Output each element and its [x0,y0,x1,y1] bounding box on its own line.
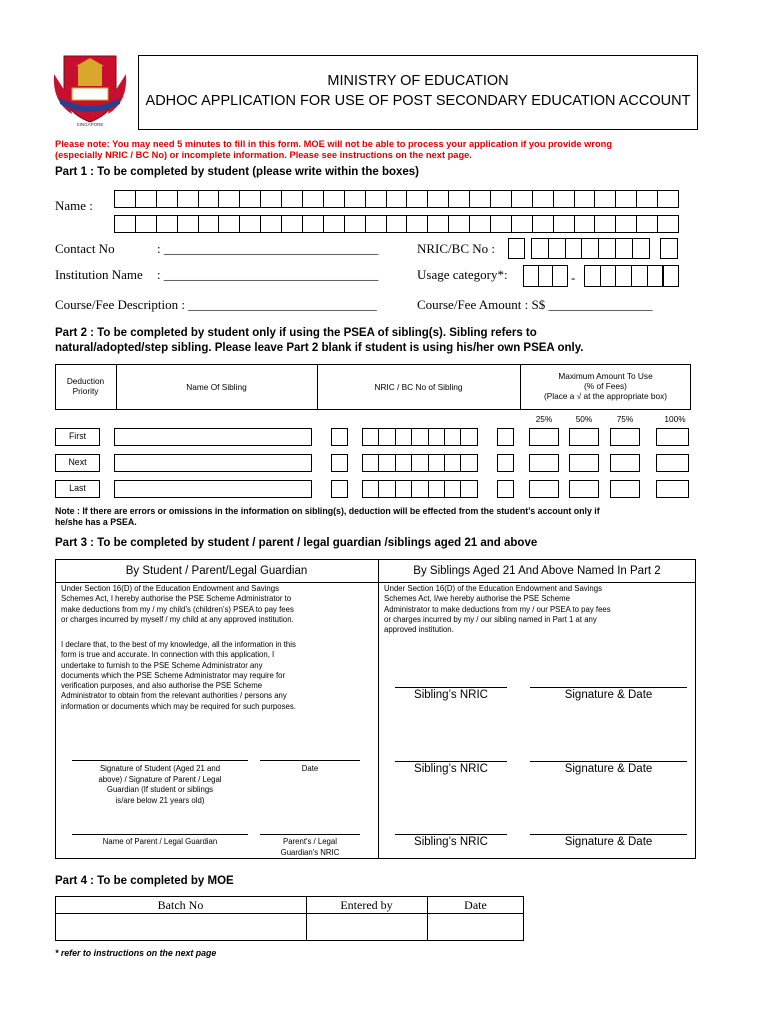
nric-char-box[interactable] [632,238,650,259]
name-boxes-row-2[interactable] [114,215,678,233]
authorisation-text-student: Under Section 16(D) of the Education Endowment and Savings Schemes Act, I hereby authorise the PSE Scheme Administrator to make deductions from my / my child’s (children’s) PSEA to pay fees or charges incurred by myself / my child at any approved institution. [61,584,294,624]
name-char-box[interactable] [302,190,324,208]
sibling-name-input[interactable] [114,428,312,446]
contact-field[interactable]: : _________________________________ [157,241,379,256]
name-char-box[interactable] [594,215,616,233]
part1-heading: Part 1 : To be completed by student (please write within the boxes) [55,166,420,178]
name-char-box[interactable] [114,190,136,208]
pct-checkbox-100[interactable] [656,428,689,446]
sibling-nric-char-box[interactable] [428,480,445,498]
name-char-box[interactable] [553,190,575,208]
name-char-box[interactable] [156,215,178,233]
crest-caption: SINGAPORE [76,122,104,127]
pct-checkbox-75[interactable] [610,428,640,446]
name-char-box[interactable] [260,190,282,208]
pct-checkbox-25[interactable] [529,428,559,446]
sibling-nric-char-box[interactable] [362,428,379,446]
nric-boxes[interactable] [531,238,649,259]
parent-name-label: Name of Parent / Legal Guardian [102,837,218,846]
name-char-box[interactable] [218,215,240,233]
usage-char-box[interactable] [615,265,632,287]
name-char-box[interactable] [177,190,199,208]
student-signature-line[interactable] [72,760,248,761]
pct-75: 75% [616,414,634,424]
name-char-box[interactable] [657,190,679,208]
sibling-nric-char-box[interactable] [444,428,461,446]
course-description-field[interactable]: Course/Fee Description : _____________________________ [55,297,377,312]
name-char-box[interactable] [511,190,533,208]
sibling-nric-char-box[interactable] [411,480,428,498]
left-column-header: By Student / Parent/Legal Guardian [125,565,308,577]
name-char-box[interactable] [198,190,220,208]
name-char-box[interactable] [574,215,596,233]
pct-checkbox-25[interactable] [529,454,559,472]
pct-checkbox-50[interactable] [569,428,599,446]
usage-char-box[interactable] [538,265,554,287]
contact-label: Contact No [55,241,115,256]
name-char-box[interactable] [636,215,658,233]
sibling-nric-char-box[interactable] [378,454,395,472]
name-char-box[interactable] [448,190,470,208]
sibling-nric-prefix-box[interactable] [331,428,348,446]
sibling-nric-line[interactable] [395,761,507,762]
sibling-nric-suffix-box[interactable] [497,454,514,472]
name-char-box[interactable] [365,215,387,233]
name-char-box[interactable] [490,190,512,208]
pct-checkbox-75[interactable] [610,480,640,498]
part4-heading: Part 4 : To be completed by MOE [55,875,234,887]
row-label-first: First [55,428,100,446]
nric-char-box[interactable] [565,238,583,259]
sibling-nric-label: Sibling’s NRIC [414,763,488,775]
note-line-2: (especially NRIC / BC No) or incomplete information. Please see instructions on the next page. [55,150,472,160]
name-char-box[interactable] [615,215,637,233]
name-char-box[interactable] [469,190,491,208]
usage-char-box[interactable] [663,265,680,287]
sibling-nric-char-box[interactable] [395,480,412,498]
col-entered-by: Entered by [340,898,393,912]
usage-category-boxes-a[interactable] [523,265,567,287]
name-char-box[interactable] [469,215,491,233]
name-char-box[interactable] [406,190,428,208]
name-char-box[interactable] [135,190,157,208]
name-char-box[interactable] [177,215,199,233]
part2-note: Note : If there are errors or omissions in the information on sibling(s), deduction will be effected from the student’s account only if he/she has a PSEA. [55,506,600,527]
institution-field[interactable]: : _________________________________ [157,267,379,282]
pct-50: 50% [575,414,593,424]
declaration-text: I declare that, to the best of my knowledge, all the information in this form is true and accurate. In connection with this application, I undertake to furnish to the PSE Scheme Administrator any documents which the PSE Scheme Administrator may require for verification purposes, and also authorise the PSE Scheme Administrator to obtain from the relevant authorities / persons any information or documents which may be required for such purposes. [61,640,296,711]
name-char-box[interactable] [198,215,220,233]
sibling-nric-char-box[interactable] [444,454,461,472]
name-char-box[interactable] [344,215,366,233]
sibling-nric-char-box[interactable] [362,454,379,472]
name-char-box[interactable] [386,190,408,208]
name-char-box[interactable] [427,190,449,208]
name-label: Name : [55,198,93,213]
sibling-signature-date-label: Signature & Date [564,836,653,848]
col-deduction-priority: Deduction Priority [66,376,105,396]
nric-char-box[interactable] [598,238,616,259]
name-char-box[interactable] [302,215,324,233]
pct-checkbox-50[interactable] [569,454,599,472]
usage-char-box[interactable] [523,265,539,287]
usage-char-box[interactable] [584,265,601,287]
parent-name-line[interactable] [72,834,248,835]
sibling-signature-line[interactable] [530,834,687,835]
note-line-1: Please note: You may need 5 minutes to fill in this form. MOE will not be able to process your application if you provide wrong [55,139,613,149]
sibling-nric-char-box[interactable] [460,454,477,472]
nric-char-box[interactable] [548,238,566,259]
usage-char-box[interactable] [631,265,648,287]
name-char-box[interactable] [281,190,303,208]
batch-no-cell[interactable] [56,914,306,940]
pct-checkbox-75[interactable] [610,454,640,472]
sibling-name-input[interactable] [114,480,312,498]
name-char-box[interactable] [135,215,157,233]
entered-by-cell[interactable] [307,914,427,940]
right-column-header: By Siblings Aged 21 And Above Named In Part 2 [413,565,661,577]
ministry-title: MINISTRY OF EDUCATION [327,73,509,89]
name-char-box[interactable] [615,190,637,208]
row-label-next: Next [55,454,100,472]
nric-label: NRIC/BC No : [417,241,496,256]
name-char-box[interactable] [594,190,616,208]
name-char-box[interactable] [553,215,575,233]
name-char-box[interactable] [532,215,554,233]
sibling-nric-char-box[interactable] [378,428,395,446]
name-char-box[interactable] [323,190,345,208]
pct-25: 25% [535,414,553,424]
part3-heading: Part 3 : To be completed by student / parent / legal guardian /siblings aged 21 and above [55,537,538,549]
name-char-box[interactable] [239,190,261,208]
sibling-nric-suffix-box[interactable] [497,480,514,498]
name-char-box[interactable] [511,215,533,233]
usage-category-boxes-b[interactable] [584,265,678,287]
sibling-nric-char-box[interactable] [378,480,395,498]
part2-heading-line-2: natural/adopted/step sibling. Please leave Part 2 blank if student is using his/her own PSEA only. [55,342,584,354]
sibling-nric-char-box[interactable] [428,428,445,446]
name-char-box[interactable] [532,190,554,208]
sibling-name-input[interactable] [114,454,312,472]
col-date: Date [464,898,487,912]
nric-char-box[interactable] [531,238,549,259]
name-char-box[interactable] [156,190,178,208]
parent-nric-label: Parent's / Legal Guardian's NRIC [280,837,340,857]
usage-char-box[interactable] [600,265,617,287]
name-char-box[interactable] [218,190,240,208]
pct-checkbox-100[interactable] [656,454,689,472]
nric-char-box[interactable] [581,238,599,259]
usage-dash: - [571,270,576,285]
sibling-nric-char-box[interactable] [460,480,477,498]
authorisation-text-sibling: Under Section 16(D) of the Education Endowment and Savings Schemes Act, I/we hereby authorise the PSE Scheme Administrator to make deductions from my / our PSEA to pay fees or charges incurred by my / our sibling named in Part 1 at any approved institution. [384,584,611,635]
name-char-box[interactable] [406,215,428,233]
name-char-box[interactable] [365,190,387,208]
name-char-box[interactable] [344,190,366,208]
sibling-nric-char-box[interactable] [395,428,412,446]
sibling-nric-char-box[interactable] [460,428,477,446]
sibling-nric-char-box[interactable] [411,454,428,472]
col-max-amount: Maximum Amount To Use (% of Fees) (Place a √ at the appropriate box) [543,371,668,401]
sibling-signature-line[interactable] [530,761,687,762]
sibling-nric-label: Sibling’s NRIC [414,689,488,701]
name-char-box[interactable] [386,215,408,233]
col-batch-no: Batch No [157,898,204,912]
parent-nric-line[interactable] [260,834,360,835]
name-char-box[interactable] [239,215,261,233]
date-label: Date [301,764,319,773]
usage-char-box[interactable] [647,265,664,287]
moe-crest-logo [50,52,130,124]
name-char-box[interactable] [114,215,136,233]
sibling-nric-line[interactable] [395,687,507,688]
form-title: ADHOC APPLICATION FOR USE OF POST SECONDARY EDUCATION ACCOUNT [145,93,691,109]
nric-box-prefix[interactable] [508,238,525,259]
sibling-nric-prefix-box[interactable] [331,480,348,498]
sibling-signature-line[interactable] [530,687,687,688]
sibling-nric-label: Sibling’s NRIC [414,836,488,848]
sibling-nric-char-box[interactable] [362,480,379,498]
date-line[interactable] [260,760,360,761]
sibling-nric-char-box[interactable] [395,454,412,472]
sibling-nric-char-box[interactable] [444,480,461,498]
course-amount-field[interactable]: Course/Fee Amount : S$ ________________ [417,297,653,312]
name-char-box[interactable] [323,215,345,233]
part2-heading [55,326,689,356]
name-char-box[interactable] [636,190,658,208]
footnote: * refer to instructions on the next page [55,948,217,958]
name-char-box[interactable] [574,190,596,208]
name-char-box[interactable] [657,215,679,233]
name-char-box[interactable] [260,215,282,233]
name-char-box[interactable] [490,215,512,233]
col-sibling-name: Name Of Sibling [186,382,247,392]
col-sibling-nric: NRIC / BC No of Sibling [374,382,463,392]
name-char-box[interactable] [448,215,470,233]
sibling-nric-line[interactable] [395,834,507,835]
nric-char-box[interactable] [615,238,633,259]
name-char-box[interactable] [427,215,449,233]
sibling-nric-char-box[interactable] [411,428,428,446]
student-signature-label: Signature of Student (Aged 21 and above) / Signature of Parent / Legal Guardian (If student or siblings is/are below 21 years old) [98,764,222,805]
usage-char-box[interactable] [552,265,568,287]
part2-heading-line-1: Part 2 : To be completed by student only if using the PSEA of sibling(s). Sibling refers to [55,327,537,339]
sibling-signature-date-label: Signature & Date [564,763,653,775]
usage-label: Usage category*: [417,267,508,282]
sibling-nric-suffix-box[interactable] [497,428,514,446]
nric-box-suffix[interactable] [660,238,678,259]
date-cell[interactable] [428,914,523,940]
sibling-signature-date-label: Signature & Date [564,689,653,701]
institution-label: Institution Name [55,267,143,282]
pct-checkbox-100[interactable] [656,480,689,498]
pct-100: 100% [664,414,686,424]
pct-checkbox-50[interactable] [569,480,599,498]
row-label-last: Last [55,480,100,498]
sibling-nric-prefix-box[interactable] [331,454,348,472]
note-text [55,139,695,161]
name-boxes-row-1[interactable] [114,190,678,208]
name-char-box[interactable] [281,215,303,233]
pct-checkbox-25[interactable] [529,480,559,498]
sibling-nric-char-box[interactable] [428,454,445,472]
